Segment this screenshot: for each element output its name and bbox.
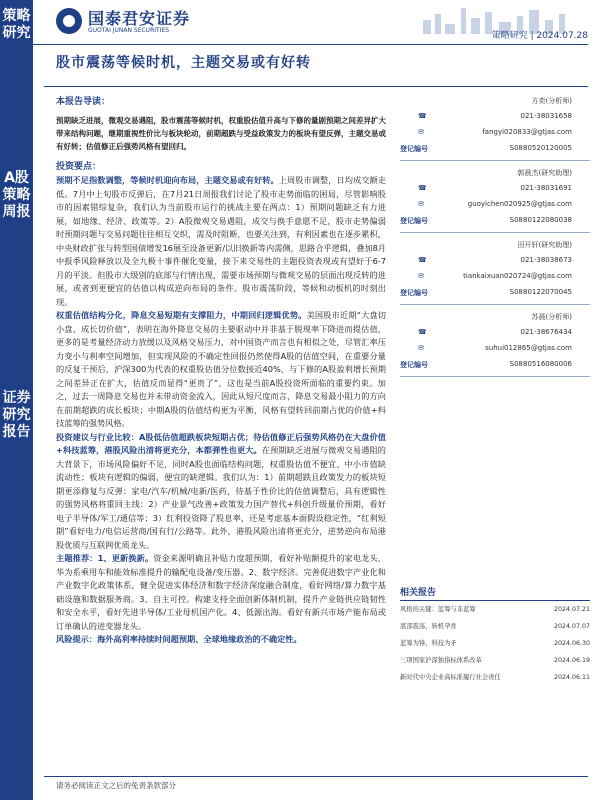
point-1-body: 上周股市调整，日均成交额走低。7月中上旬股市反弹后，在7月21日周报我们讨论了股市走势面临的困局，尽管影响股市的因素错综复杂，我们认为当前股市运行的挑战主要在两点：1）预期问题缺乏有力进展，如地缘、经济、政策等。2）A股微观交易遇阻，成交与换手意愿不足，股市走势偏弱时预期问题与交易问题往往相互交织，需及时阻断，也要关注到，有利因素也在逐步累积，中央财政扩张与转型国债增发16展至设备更新/以旧换新等内需侧，思路合乎逻辑，叠加8月中报季风险释放以及全九极十事件催化变量，接下来交易性的主题投资表现或有望好于6-7月的平淡。但股市大级别的底部与行情出现，需要市场预期与微观交易的层面出现反转的进展，或者到更便宜的估值以构成逆向布局的条件。股市震荡阶段，等候和动板机的时刻出现。 [56, 175, 386, 307]
related-report-date: 2024.06.30 [553, 640, 590, 647]
sidebar-bottom-label: 证券研究报告 [2, 390, 31, 440]
phone-icon: ☎ [418, 112, 427, 120]
analyst-divider [400, 304, 590, 305]
analyst-2-cert: S0880122080038 [509, 216, 572, 224]
analyst-divider [400, 160, 590, 161]
email-icon: ✉ [418, 128, 424, 136]
related-report-date: 2024.06.11 [553, 674, 590, 681]
brand-name: 国泰君安证券 [88, 9, 191, 28]
email-icon: ✉ [418, 272, 424, 280]
company-logo-icon [56, 8, 82, 34]
header-divider [33, 44, 588, 45]
related-report-item[interactable] [400, 652, 590, 669]
analyst-1-cert: S0880520120005 [509, 144, 572, 152]
point-1 [56, 174, 386, 309]
related-report-date: 2024.07.07 [553, 623, 590, 630]
main-content [56, 96, 386, 647]
analyst-2-cert-label: 登记编号 [400, 217, 428, 225]
sidebar-top-label: 策略研究 [2, 8, 31, 41]
analyst-2-name: 郭晨杰(研究助理) [517, 169, 572, 177]
point-2-head: 权重估值结构分化，降息交易短期有支撑阻力，中期回归逻辑优势。 [56, 310, 307, 320]
point-3 [56, 431, 386, 553]
point-4 [56, 552, 386, 633]
analyst-3-phone: 021-38038673 [520, 256, 572, 264]
related-report-date: 2024.07.21 [553, 606, 590, 613]
intro-heading: 本报告导读： [56, 97, 111, 107]
analyst-4-phone: 021-38676434 [520, 328, 572, 336]
analyst-4-cert: S0880516080006 [509, 360, 572, 368]
phone-icon: ☎ [418, 184, 427, 192]
analyst-2-phone: 021-38031691 [520, 184, 572, 192]
analyst-3-cert-label: 登记编号 [400, 289, 428, 297]
left-sidebar [0, 0, 33, 800]
related-report-item[interactable] [400, 669, 590, 686]
email-icon: ✉ [418, 344, 424, 352]
intro-text: 预期缺乏进展，微观交易遇阻，股市震荡等候时机，权重股估值升高与下修的量剧预期之间差异扩大带来结构问题，继期重视性价比与板块轮动，前期超跌与受益政策发力的板块有望反弹，主题交易或有好转；估值修正后强势风格有望回归。 [56, 115, 386, 151]
related-report-text: 风格的关键：蓝筹与非蓝筹 [400, 606, 476, 613]
point-2 [56, 309, 386, 431]
points-heading: 投资要点： [56, 161, 102, 172]
sidebar-mid-label: A股策略周报 [2, 170, 31, 220]
analyst-divider [400, 376, 590, 377]
analyst-4-email[interactable]: suhui012865@gtjas.com [485, 344, 572, 352]
analyst-2-email[interactable]: guoyichen020925@gtjas.com [467, 200, 572, 208]
related-report-item[interactable] [400, 601, 590, 618]
related-report-date: 2024.06.19 [553, 657, 590, 664]
related-report-item[interactable] [400, 635, 590, 652]
analyst-1-name: 方奕(分析师) [531, 97, 572, 105]
related-report-text: 三项国家沪深独指标体系改革 [400, 657, 482, 664]
footer-disclaimer: 请务必阅读正文之后的免责条款部分 [56, 781, 176, 790]
phone-icon: ☎ [418, 328, 427, 336]
point-3-head: 投资建议与行业比较：A股低估值超跌板块短期占优；待估值修正后强势风格仍在大盘价值+科技蓝筹，港股风险出清将更充分，本都弹性也更大。 [56, 431, 386, 455]
risk-head: 风险提示： [56, 634, 97, 644]
related-report-item[interactable] [400, 618, 590, 635]
analyst-4-cert-label: 登记编号 [400, 361, 428, 369]
point-1-head: 预期不足指数调整，等候时机迎向布局，主题交易或有好转。 [56, 175, 279, 185]
brand-name-en: GUOTAI JUNAN SECURITIES [88, 27, 170, 34]
header-section-date: 策略研究 | 2024.07.28 [491, 31, 588, 41]
analyst-1-email[interactable]: fangyi020833@gtjas.com [482, 128, 572, 136]
point-3-body: 在预期缺乏进展与微观交易遇阻的大背景下，市场风险偏好不足，同时A股也面临结构问题，权重股估值不便宜、中小市值缺流动性；板块有逻辑的偏弱，便宜的缺逻辑。我们认为：1）前期超跌且政策发力的板块短期更添修复与反弹：家电/汽车/机械/电新/医药，待基于性价比的估值调整后，具有逻辑性的强势风格将重回主线：2）产业景气改善+政策发力国产替代+科创升级量价预期，看好电子半导体/军工/通信等；3）红利投资降了股息率，还是考虑基本面假设稳定性，“红利短期”看好电力/电信运营商/国有行/公路等。此外，港股风险出清将更充分，逆势逆向布局港股优质与互联网优质龙头。 [56, 445, 386, 550]
analyst-1-phone: 021-38031658 [520, 112, 572, 120]
analyst-divider [400, 232, 590, 233]
point-4-body: 资金来源明确且补贴力度超预期，看好补贴额提升的家电龙头、华为系乘用车和能效标准提升的输配电设备/变压器。2、数字经济。完善促进数字产业化和产业数字化政策体系，健全促进实体经济和数字经济深度融合制度，看好网络/算力数字基础设施和数据服务商。3、自主可控。构建支持全面创新体制机制，提升产业链供应链韧性和安全水平，看好先进半导体/工业母机国产化。4、低源出海。看好有新兴市场产能布局或订单确认的进变器龙头。 [56, 553, 386, 631]
analyst-1-cert-label: 登记编号 [400, 145, 428, 153]
footer-divider [44, 776, 588, 777]
point-2-body: 美国股市近期“大盘切小盘、成长切价值”，表明在海外降息交易的主要驱动中并非基于脱现率下降进而提估值，更多的是考量经济动力放缓以及风格交易压力，对中国资产而言也有相似之处，尽管汇率压力变小与利率空间增加，但实现风险的不确定性回报仍然使得A股的估值空间，在重要分量的反复干预后，沪深300为代表的权重股估值分位数接近40%，与下修的A股盈利增长预期之间差异正在扩大，估值反而显得“更贵了”，这也是当前A股投资所面临的重要约束。加之，过去一周降息交易也并未带动资金流入，因此从短尺度而言，降息交易最小阻力的方向在前期超跌的成长板块；中期A股的估值结构更为平衡，风格有望转回前期占优的价值+科技蓝筹的强势风格。 [56, 310, 386, 428]
report-title: 股市震荡等候时机，主题交易或有好转 [56, 55, 311, 71]
risk-warning [56, 633, 386, 647]
page-header [33, 0, 600, 44]
risk-body: 海外高利率持续时间超预期、全球地缘政治的不确定性。 [96, 634, 302, 644]
related-reports [400, 585, 590, 686]
phone-icon: ☎ [418, 256, 427, 264]
email-icon: ✉ [418, 200, 424, 208]
related-report-text: 新时代中央企业高标准履行社会责任 [400, 674, 501, 681]
analyst-3-email[interactable]: tiankaixuan020724@gtjas.com [463, 272, 572, 280]
analyst-panel [400, 96, 590, 586]
analyst-3-name: 田开轩(研究助理) [517, 241, 572, 249]
related-reports-title: 相关报告 [400, 585, 590, 601]
related-report-text: 蓝筹为锋，科技为矛 [400, 640, 457, 647]
point-4-head: 主题推荐：1、更新换新。 [56, 553, 154, 563]
title-divider [44, 86, 588, 87]
analyst-3-cert: S0880122070045 [509, 288, 572, 296]
analyst-4-name: 苏晨(分析师) [531, 313, 572, 321]
related-report-text: 底部震荡，转机孕育 [400, 623, 457, 630]
